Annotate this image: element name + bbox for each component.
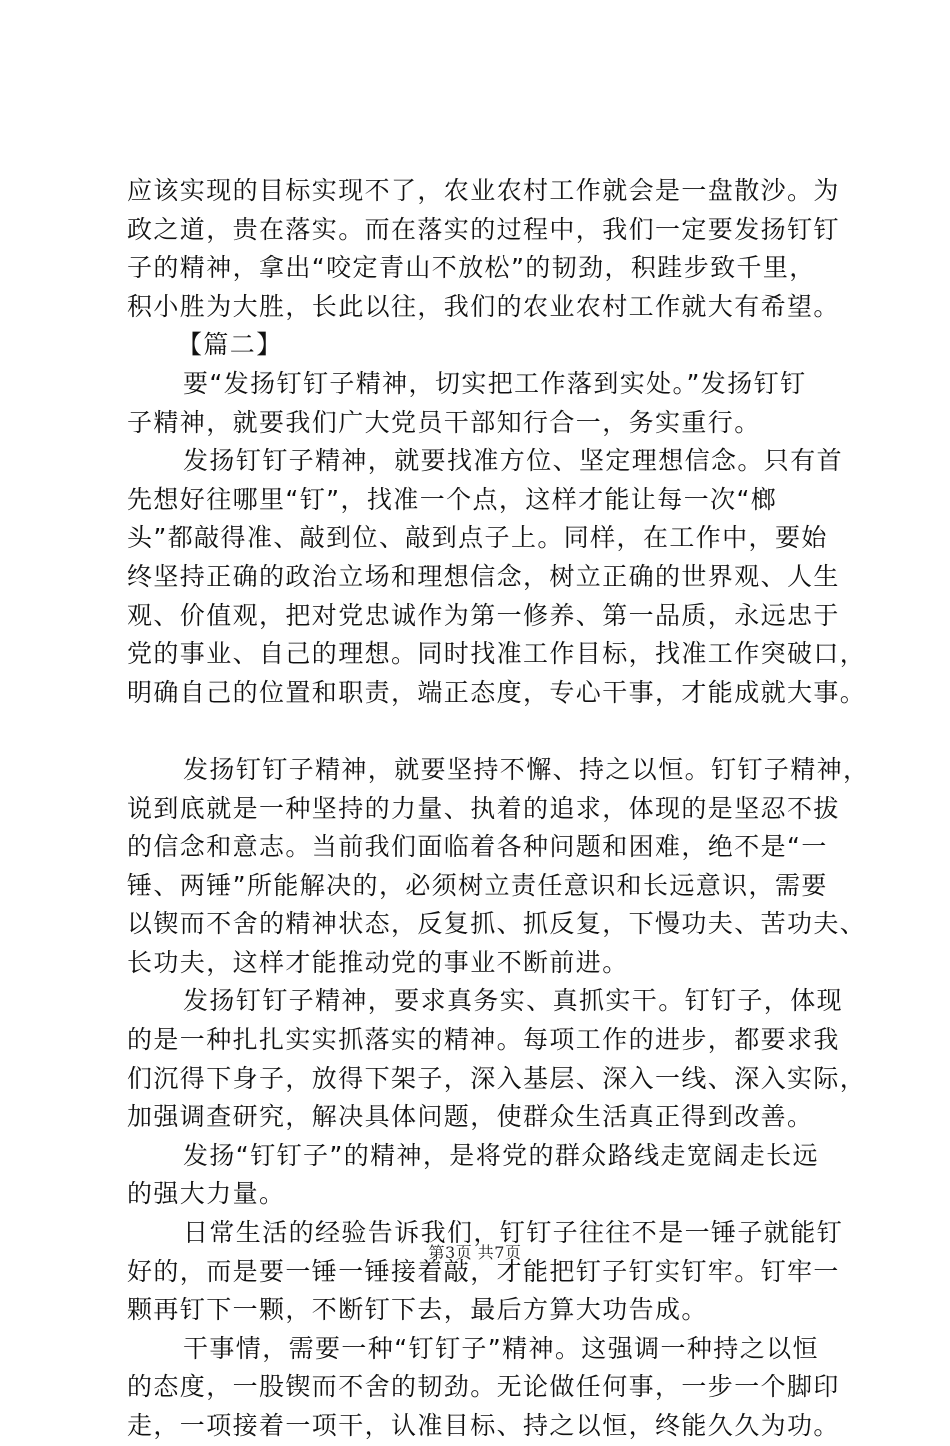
- text-line: 明确自己的位置和职责，端正态度，专心干事，才能成就大事。: [127, 677, 867, 707]
- paragraph-first-line: 要“发扬钉钉子精神，切实把工作落到实处。”发扬钉钉: [183, 368, 807, 398]
- blank-line: [127, 712, 855, 751]
- text-line: 的是一种扎扎实实抓落实的精神。每项工作的进步，都要求我: [127, 1025, 840, 1055]
- paragraph-first-line: 发扬钉钉子精神，要求真务实、真抓实干。钉钉子，体现: [183, 986, 844, 1016]
- text-line: 终坚持正确的政治立场和理想信念，树立正确的世界观、人生: [127, 561, 840, 591]
- text-line: 长功夫，这样才能推动党的事业不断前进。: [127, 947, 629, 977]
- text-line: 说到底就是一种坚持的力量、执着的追求，体现的是坚忍不拔: [127, 793, 840, 823]
- text-line: 子精神，就要我们广大党员干部知行合一，务实重行。: [127, 407, 761, 437]
- text-line: 走，一项接着一项干，认准目标、持之以恒，终能久久为功。: [127, 1411, 840, 1440]
- page-number-footer: 第3页 共7页: [428, 1243, 522, 1262]
- paragraph-first-line: 干事情，需要一种“钉钉子”精神。这强调一种持之以恒: [183, 1333, 819, 1363]
- paragraph-first-line: 发扬钉钉子精神，就要坚持不懈、持之以恒。钉钉子精神，: [183, 754, 870, 784]
- text-line: 的信念和意志。当前我们面临着各种问题和困难，绝不是“一: [127, 832, 828, 862]
- text-line: 的态度，一股锲而不舍的韧劲。无论做任何事，一步一个脚印: [127, 1372, 840, 1402]
- text-line: 政之道，贵在落实。而在落实的过程中，我们一定要发扬钉钉: [127, 214, 840, 244]
- paragraph-first-line: 发扬钉钉子精神，就要找准方位、坚定理想信念。只有首: [183, 446, 844, 476]
- text-line: 应该实现的目标实现不了，农业农村工作就会是一盘散沙。为: [127, 176, 840, 205]
- text-line: 们沉得下身子，放得下架子，深入基层、深入一线、深入实际，: [127, 1063, 867, 1093]
- text-line: 加强调查研究，解决具体问题，使群众生活真正得到改善。: [127, 1102, 814, 1132]
- text-line: 锤、两锤”所能解决的，必须树立责任意识和长远意识，需要: [127, 870, 828, 900]
- text-line: 以锲而不舍的精神状态，反复抓、抓反复，下慢功夫、苦功夫、: [127, 909, 867, 939]
- text-line: 积小胜为大胜，长此以往，我们的农业农村工作就大有希望。: [127, 291, 840, 321]
- text-line: 党的事业、自己的理想。同时找准工作目标，找准工作突破口，: [127, 639, 867, 669]
- paragraph-first-line: 日常生活的经验告诉我们，钉钉子往往不是一锤子就能钉: [183, 1218, 844, 1248]
- text-line: 好的，而是要一锤一锤接着敲，才能把钉子钉实钉牢。钉牢一: [127, 1256, 840, 1286]
- section-heading: 【篇二】: [177, 330, 283, 360]
- text-line: 先想好往哪里“钉”，找准一个点，这样才能让每一次“榔: [127, 484, 778, 514]
- text-line: 颗再钉下一颗，不断钉下去，最后方算大功告成。: [127, 1295, 708, 1325]
- text-line: 头”都敲得准、敲到位、敲到点子上。同样，在工作中，要始: [127, 523, 828, 553]
- paragraph-first-line: 发扬“钉钉子”的精神，是将党的群众路线走宽阔走长远: [183, 1140, 819, 1170]
- text-line: 的强大力量。: [127, 1179, 286, 1209]
- text-line: 观、价值观，把对党忠诚作为第一修养、第一品质，永远忠于: [127, 600, 840, 630]
- text-line: 子的精神，拿出“咬定青山不放松”的韧劲，积跬步致千里，: [127, 253, 816, 283]
